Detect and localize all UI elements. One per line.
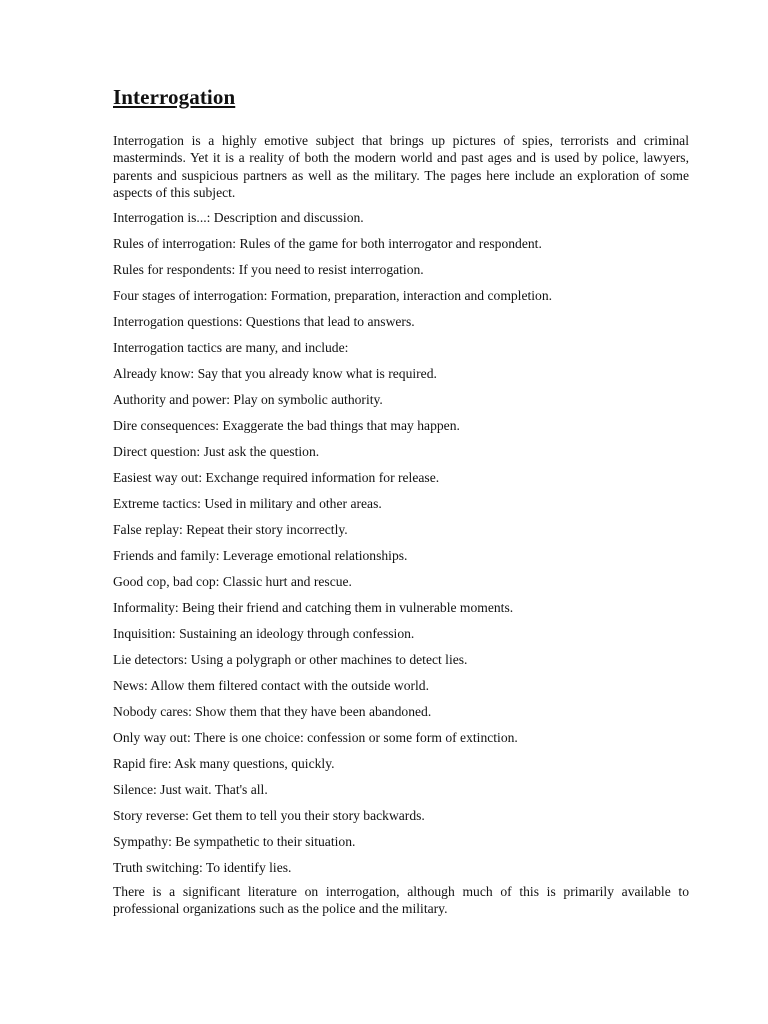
list-item: Direct question: Just ask the question. — [113, 444, 320, 460]
list-item: Interrogation questions: Questions that lead to answers. — [113, 314, 415, 330]
list-item: Easiest way out: Exchange required information for release. — [113, 470, 440, 486]
list-item: Rules of interrogation: Rules of the game for both interrogator and respondent. — [113, 236, 542, 252]
list-item: Interrogation tactics are many, and include: — [113, 340, 349, 356]
document-page — [113, 84, 689, 918]
list-item: Story reverse: Get them to tell you their story backwards. — [113, 808, 425, 824]
document-title: Interrogation — [113, 85, 236, 109]
list-item: News: Allow them filtered contact with the outside world. — [113, 678, 429, 694]
list-item: Authority and power: Play on symbolic authority. — [113, 392, 383, 408]
list-item: Truth switching: To identify lies. — [113, 860, 292, 876]
list-item: False replay: Repeat their story incorrectly. — [113, 522, 348, 538]
list-item: Already know: Say that you already know what is required. — [113, 366, 437, 382]
topic-list — [113, 209, 689, 876]
list-item: Four stages of interrogation: Formation, preparation, interaction and completion. — [113, 288, 553, 304]
list-item: Friends and family: Leverage emotional relationships. — [113, 548, 408, 564]
list-item: Extreme tactics: Used in military and other areas. — [113, 496, 382, 512]
list-item: Informality: Being their friend and catching them in vulnerable moments. — [113, 600, 514, 616]
list-item: Rapid fire: Ask many questions, quickly. — [113, 756, 335, 772]
list-item: Sympathy: Be sympathetic to their situation. — [113, 834, 356, 850]
list-item: Rules for respondents: If you need to resist interrogation. — [113, 262, 424, 278]
list-item: Inquisition: Sustaining an ideology through confession. — [113, 626, 415, 642]
list-item: Only way out: There is one choice: confession or some form of extinction. — [113, 730, 518, 746]
list-item: Nobody cares: Show them that they have been abandoned. — [113, 704, 432, 720]
list-item: Lie detectors: Using a polygraph or other machines to detect lies. — [113, 652, 468, 668]
intro-paragraph: Interrogation is a highly emotive subject that brings up pictures of spies, terrorists and criminal masterminds. Yet it is a reality of both the modern world and past ages and is used by police, lawyers, parents and suspicious partners as well as the military. The pages here include an exploration of some aspects of this subject. — [113, 133, 689, 200]
closing-paragraph: There is a significant literature on interrogation, although much of this is primarily available to professional organizations such as the police and the military. — [113, 884, 689, 917]
list-item: Silence: Just wait. That's all. — [113, 782, 268, 798]
list-item: Dire consequences: Exaggerate the bad things that may happen. — [113, 418, 460, 434]
list-item: Interrogation is...: Description and discussion. — [113, 210, 364, 226]
list-item: Good cop, bad cop: Classic hurt and rescue. — [113, 574, 352, 590]
